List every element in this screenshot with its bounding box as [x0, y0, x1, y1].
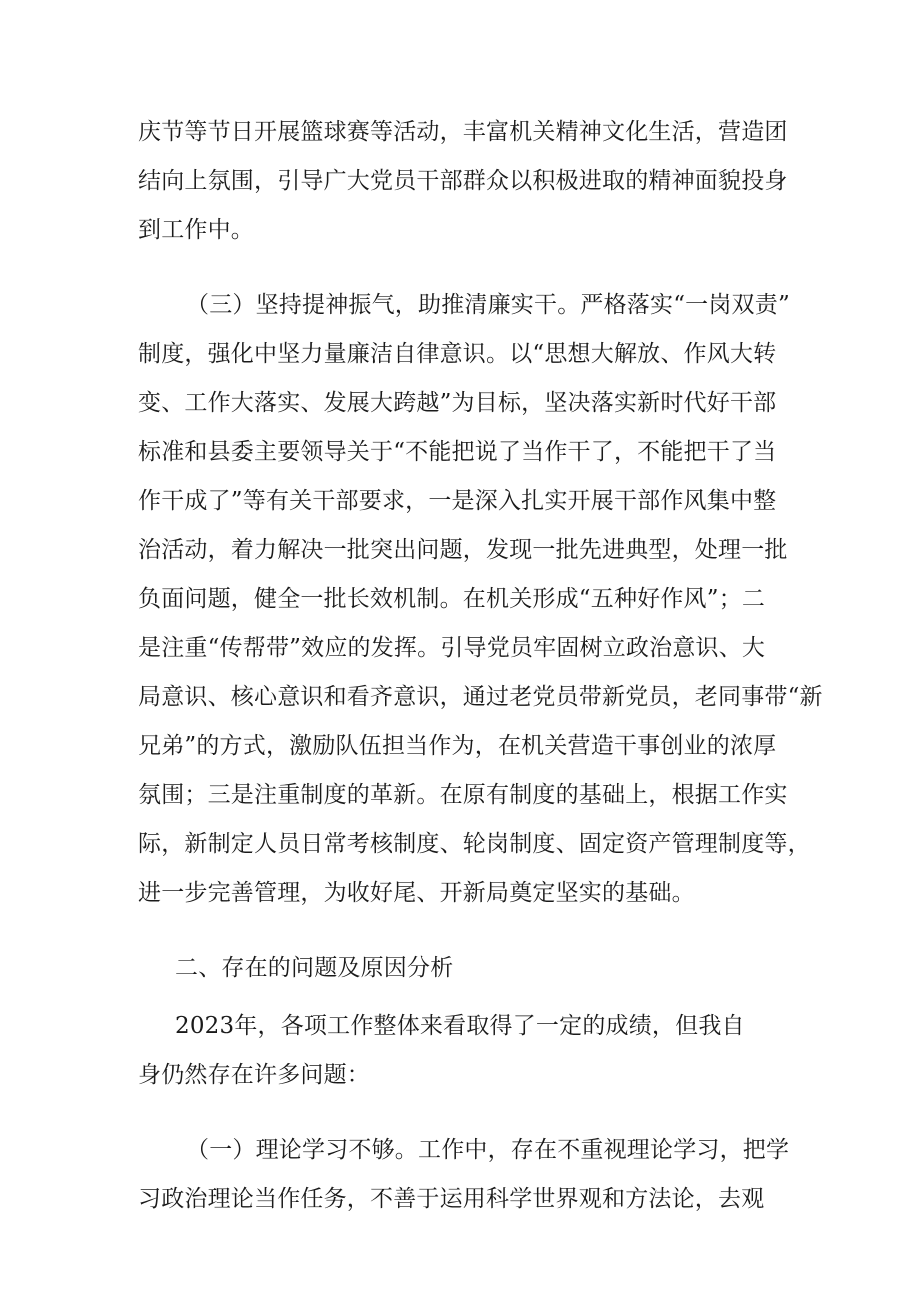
paragraph-line: 制度，强化中坚力量廉洁自律意识。以“思想大解放、作风大转 — [138, 341, 777, 367]
paragraph-line: 标准和县委主要领导关于“不能把说了当作干了，不能把干了当 — [138, 439, 777, 465]
paragraph-line: 习政治理论当作任务，不善于运用科学世界观和方法论，去观 — [138, 1186, 765, 1212]
paragraph-line: 兄弟”的方式，激励队伍担当作为，在机关营造干事创业的浓厚 — [138, 733, 777, 759]
paragraph-line: 进一步完善管理，为收好尾、开新局奠定坚实的基础。 — [138, 880, 695, 906]
paragraph-line: 2023年，各项工作整体来看取得了一定的成绩，但我自 — [175, 1013, 745, 1039]
section-heading-two: 二、存在的问题及原因分析 — [175, 955, 454, 981]
paragraph-line: 负面问题，健全一批长效机制。在机关形成“五种好作风”；二 — [138, 586, 766, 612]
paragraph-line: 身仍然存在许多问题： — [138, 1062, 370, 1088]
section-heading-three: （三）坚持提神振气，助推清廉实干。严格落实“一岗双责” — [186, 292, 790, 318]
paragraph-line: 结向上氛围，引导广大党员干部群众以积极进取的精神面貌投身 — [138, 168, 788, 194]
subsection-heading-one: （一）理论学习不够。工作中，存在不重视理论学习，把学 — [186, 1137, 790, 1163]
paragraph-line: 治活动，着力解决一批突出问题，发现一批先进典型，处理一批 — [138, 537, 788, 563]
paragraph-line: 变、工作大落实、发展大跨越”为目标，坚决落实新时代好干部 — [138, 390, 777, 416]
paragraph-line: 庆节等节日开展篮球赛等活动，丰富机关精神文化生活，营造团 — [138, 119, 788, 145]
paragraph-line: 氛围；三是注重制度的革新。在原有制度的基础上，根据工作实 — [138, 782, 788, 808]
paragraph-line: 作干成了”等有关干部要求，一是深入扎实开展干部作风集中整 — [138, 488, 777, 514]
paragraph-line: 是注重“传帮带”效应的发挥。引导党员牢固树立政治意识、大 — [138, 635, 766, 661]
paragraph-line: 局意识、核心意识和看齐意识，通过老党员带新党员，老同事带“新 — [138, 684, 823, 710]
paragraph-line: 到工作中。 — [138, 217, 254, 243]
paragraph-line: 际，新制定人员日常考核制度、轮岗制度、固定资产管理制度等， — [138, 831, 811, 857]
